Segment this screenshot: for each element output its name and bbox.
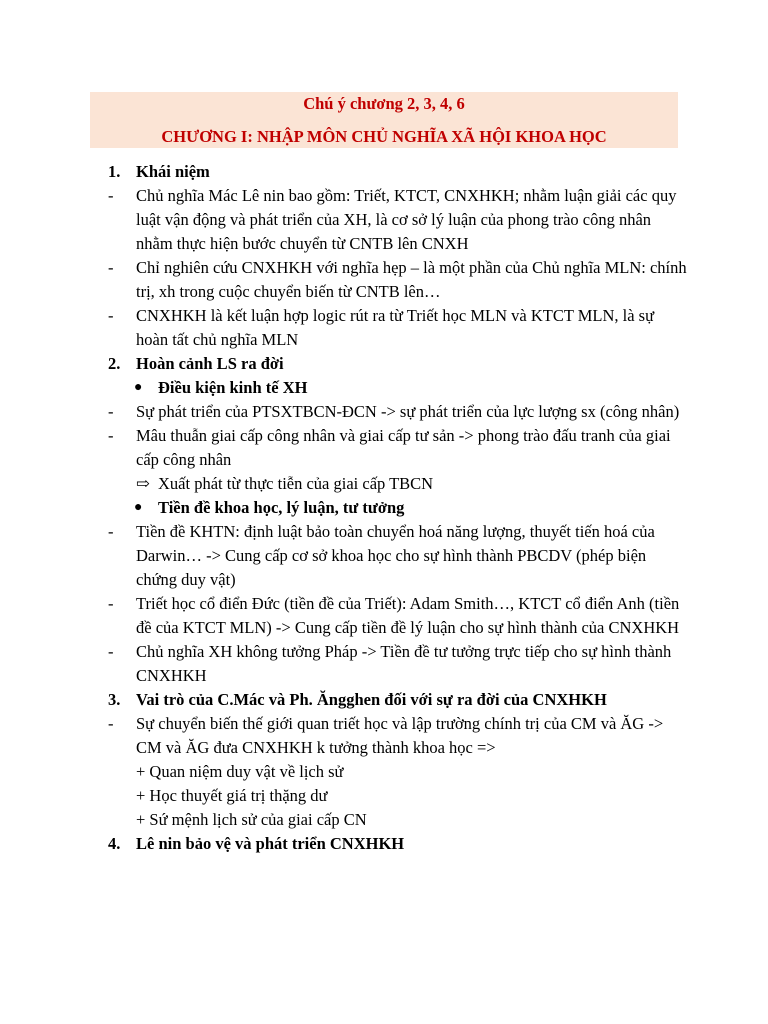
item-text: + Học thuyết giá trị thặng dư bbox=[136, 786, 328, 805]
section-number: 2. bbox=[108, 354, 121, 373]
dash-marker: - bbox=[108, 306, 114, 325]
dash-marker: - bbox=[108, 402, 114, 421]
dash-item bbox=[108, 592, 688, 640]
bullet-subheading bbox=[108, 376, 688, 400]
bullet-dot-icon: ● bbox=[134, 380, 143, 395]
item-text: CNXHKH là kết luận hợp logic rút ra từ Triết học MLN và KTCT MLN, là sự hoàn tất chủ nghĩa MLN bbox=[136, 306, 655, 349]
subheading-text: Điều kiện kinh tế XH bbox=[158, 378, 308, 397]
dash-marker: - bbox=[108, 642, 114, 661]
section-heading-2 bbox=[108, 352, 688, 376]
plus-item bbox=[108, 808, 688, 832]
section-heading-3 bbox=[108, 688, 688, 712]
item-text: Sự chuyển biến thế giới quan triết học và lập trường chính trị của CM và ĂG -> CM và ĂG đưa CNXHKH k tưởng thành khoa học => bbox=[136, 714, 664, 757]
dash-item bbox=[108, 256, 688, 304]
dash-marker: - bbox=[108, 594, 114, 613]
right-arrow-icon: ⇨ bbox=[136, 474, 150, 493]
dash-item bbox=[108, 640, 688, 688]
section-title: Khái niệm bbox=[136, 162, 210, 181]
dash-item bbox=[108, 712, 688, 760]
item-text: Tiền đề KHTN: định luật bảo toàn chuyển hoá năng lượng, thuyết tiến hoá của Darwin… -> Cung cấp cơ sở khoa học cho sự hình thành PBCDV (phép biện chứng duy vật) bbox=[136, 522, 655, 589]
section-heading-1 bbox=[108, 160, 688, 184]
dash-item bbox=[108, 184, 688, 256]
section-title: Hoàn cảnh LS ra đời bbox=[136, 354, 284, 373]
section-title: Lê nin bảo vệ và phát triển CNXHKH bbox=[136, 834, 405, 853]
item-text: Triết học cổ điển Đức (tiền đề của Triết): Adam Smith…, KTCT cổ điển Anh (tiền đề của KTCT MLN) -> Cung cấp tiền đề lý luận cho sự hình thành của CNXHKH bbox=[136, 594, 680, 637]
dash-marker: - bbox=[108, 186, 114, 205]
item-text: Mâu thuẫn giai cấp công nhân và giai cấp tư sản -> phong trào đấu tranh của giai cấp công nhân bbox=[136, 426, 671, 469]
dash-marker: - bbox=[108, 426, 114, 445]
section-number: 4. bbox=[108, 834, 121, 853]
dash-marker: - bbox=[108, 522, 114, 541]
document-body bbox=[108, 160, 688, 856]
item-text: + Quan niệm duy vật về lịch sử bbox=[136, 762, 344, 781]
bullet-subheading bbox=[108, 496, 688, 520]
item-text: Chủ nghĩa XH không tưởng Pháp -> Tiền đề tư tưởng trực tiếp cho sự hình thành CNXHKH bbox=[136, 642, 672, 685]
arrow-item bbox=[108, 472, 688, 496]
subheading-text: Tiền đề khoa học, lý luận, tư tưởng bbox=[158, 498, 405, 517]
dash-item bbox=[108, 520, 688, 592]
section-title: Vai trò của C.Mác và Ph. Ăngghen đối với sự ra đời của CNXHKH bbox=[136, 690, 607, 709]
chapter-title: CHƯƠNG I: NHẬP MÔN CHỦ NGHĨA XÃ HỘI KHOA HỌC bbox=[161, 127, 607, 146]
section-number: 1. bbox=[108, 162, 121, 181]
dash-item bbox=[108, 304, 688, 352]
section-heading-4 bbox=[108, 832, 688, 856]
item-text: Chủ nghĩa Mác Lê nin bao gồm: Triết, KTCT, CNXHKH; nhằm luận giải các quy luật vận động và phát triển của XH, là cơ sở lý luận của phong trào công nhân nhằm thực hiện bước chuyển từ CNTB lên CNXH bbox=[136, 186, 677, 253]
bullet-dot-icon: ● bbox=[134, 500, 143, 515]
plus-item bbox=[108, 784, 688, 808]
item-text: Chỉ nghiên cứu CNXHKH với nghĩa hẹp – là một phần của Chủ nghĩa MLN: chính trị, xh trong cuộc chuyển biến từ CNTB lên… bbox=[136, 258, 687, 301]
item-text: + Sứ mệnh lịch sử của giai cấp CN bbox=[136, 810, 367, 829]
dash-item bbox=[108, 424, 688, 472]
plus-item bbox=[108, 760, 688, 784]
item-text: Sự phát triển của PTSXTBCN-ĐCN -> sự phát triển của lực lượng sx (công nhân) bbox=[136, 402, 680, 421]
dash-item bbox=[108, 400, 688, 424]
dash-marker: - bbox=[108, 258, 114, 277]
dash-marker: - bbox=[108, 714, 114, 733]
item-text: Xuất phát từ thực tiễn của giai cấp TBCN bbox=[158, 474, 434, 493]
section-number: 3. bbox=[108, 690, 121, 709]
document-note-title: Chú ý chương 2, 3, 4, 6 bbox=[303, 94, 465, 113]
